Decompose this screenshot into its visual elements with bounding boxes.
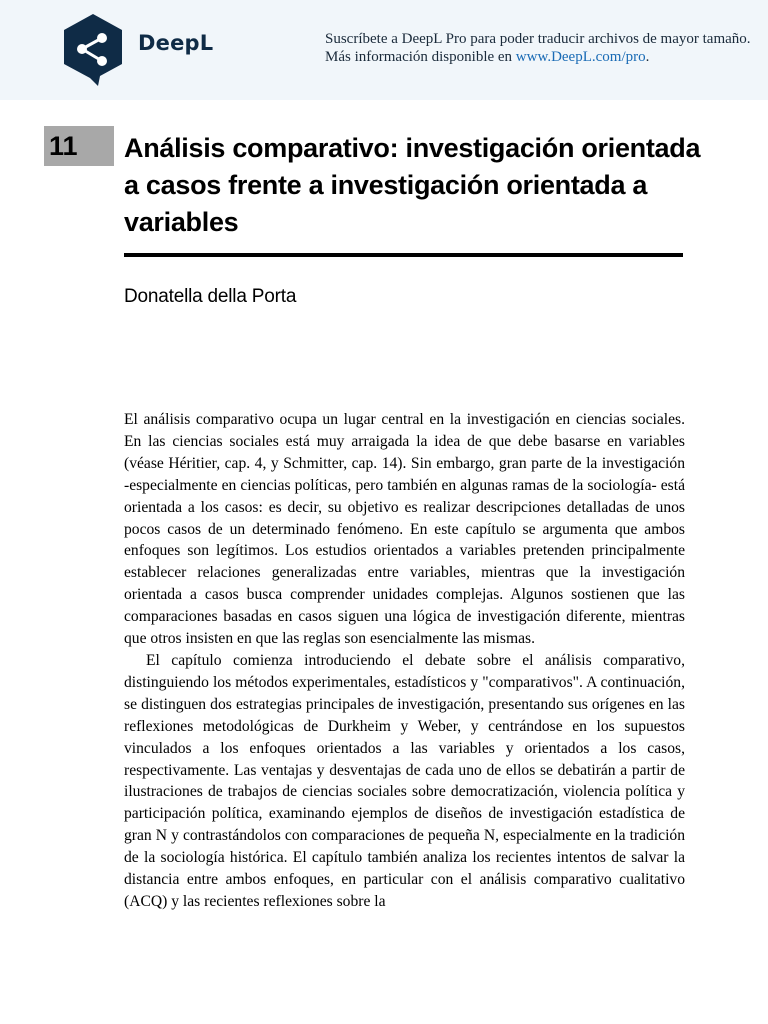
chapter-number-box	[44, 126, 114, 166]
promo-line-2-prefix: Más información disponible en	[325, 49, 516, 65]
chapter-number: 11	[49, 131, 78, 161]
deepl-pro-link[interactable]: www.DeepL.com/pro	[515, 49, 646, 65]
promo-text	[325, 30, 768, 66]
promo-line-2-suffix: .	[645, 49, 650, 65]
body-paragraph-2: El capítulo comienza introduciendo el debate sobre el análisis comparativo, distinguiendo los métodos experimentales, estadísticos y "comparativos". A continuación, se distinguen dos estrategias principales de investigación, presentando sus orígenes en las reflexiones metodológicas de Durkheim y Weber, y centrándose en los supuestos vinculados a los enfoques orientados a las variables y orientados a los casos, respectivamente. Las ventajas y desventajas de cada uno de ellos se debatirán a partir de ilustraciones de trabajos de ciencias sociales sobre democratización, violencia política y participación política, examinando ejemplos de diseños de investigación estadística de gran N y contrastándolos con comparaciones de pequeña N, especialmente en la tradición de la sociología histórica. El capítulo también analiza los recientes intentos de salvar la distancia entre ambos enfoques, en particular con el análisis comparativo cualitativo (ACQ) y las recientes reflexiones sobre la	[124, 651, 685, 910]
chapter-author: Donatella della Porta	[124, 286, 297, 307]
promo-line-1: Suscríbete a DeepL Pro para poder traducir archivos de mayor tamaño.	[325, 31, 751, 47]
chapter-body	[124, 409, 685, 913]
deepl-logo-share-icon[interactable]	[60, 12, 126, 88]
deepl-brand-name: DeepL	[138, 31, 214, 55]
chapter-title: Análisis comparativo: investigación orientada a casos frente a investigación orientada a variables	[124, 133, 701, 237]
body-paragraph-1: El análisis comparativo ocupa un lugar central en la investigación en ciencias sociales. En las ciencias sociales está muy arraigada la idea de que debe basarse en variables (véase Héritier, cap. 4, y Schmitter, cap. 14). Sin embargo, gran parte de la investigación -especialmente en ciencias políticas, pero también en algunas ramas de la sociología- está orientada a los casos: es decir, su objetivo es realizar descripciones detalladas de unos pocos casos de un determinado fenómeno. En este capítulo se argumenta que ambos enfoques son legítimos. Los estudios orientados a variables pretenden principalmente establecer relaciones generalizadas entre variables, mientras que la investigación orientada a casos busca comprender unidades complejas. Algunos sostienen que las comparaciones basadas en casos siguen una lógica de investigación diferente, mientras que otros insisten en que las reglas son esencialmente las mismas.	[124, 411, 685, 648]
deepl-promo-banner	[0, 0, 768, 100]
title-divider	[124, 253, 683, 257]
promo-line-2	[325, 48, 768, 66]
